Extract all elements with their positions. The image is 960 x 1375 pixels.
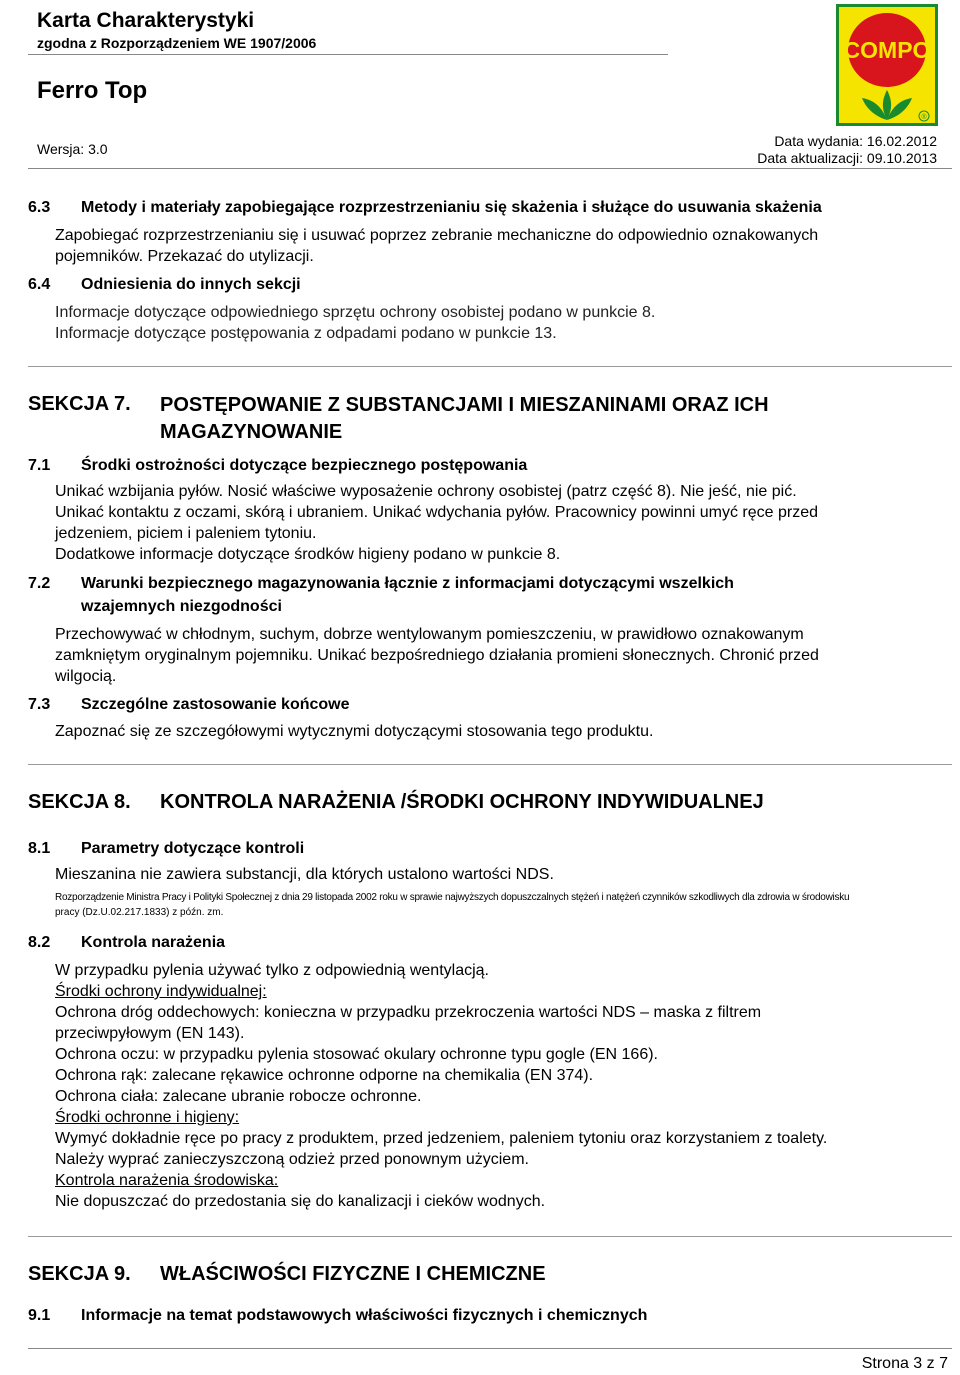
s71-line-1: Unikać wzbijania pyłów. Nosić właściwe wyposażenie ochrony osobistej (patrz część 8). Nie jeść, nie pić. xyxy=(55,483,797,500)
s82-line-5: Ochrona rąk: zalecane rękawice ochronne odporne na chemikalia (EN 374). xyxy=(55,1067,594,1084)
compo-logo xyxy=(836,4,938,126)
s82-heading-ppe: Środki ochrony indywidualnej: xyxy=(55,983,267,1000)
section-divider-8 xyxy=(28,764,952,765)
s71-line-4: Dodatkowe informacje dotyczące środków higieny podano w punkcie 8. xyxy=(55,546,561,563)
s63-number: 6.3 xyxy=(28,199,51,216)
section-7-title: POSTĘPOWANIE Z SUBSTANCJAMI I MIESZANINAMI ORAZ ICH MAGAZYNOWANIE xyxy=(160,394,769,443)
s72-line-3: wilgocią. xyxy=(55,668,117,685)
section-8-title: KONTROLA NARAŻENIA /ŚRODKI OCHRONY INDYWIDUALNEJ xyxy=(160,791,764,813)
s72-title-line-2: wzajemnych niezgodności xyxy=(81,598,282,615)
version-label: Wersja: 3.0 xyxy=(37,141,108,157)
section-8-number: SEKCJA 8. xyxy=(28,791,131,813)
s63-line-2: pojemników. Przekazać do utylizacji. xyxy=(55,248,314,265)
s72-number: 7.2 xyxy=(28,575,51,592)
s82-title: Kontrola narażenia xyxy=(81,934,226,951)
header-bottom-rule xyxy=(28,168,952,169)
s64-title: Odniesienia do innych sekcji xyxy=(81,276,301,293)
s73-number: 7.3 xyxy=(28,696,51,713)
s64-number: 6.4 xyxy=(28,276,51,293)
update-date: Data aktualizacji: 09.10.2013 xyxy=(757,150,937,166)
issue-date: Data wydania: 16.02.2012 xyxy=(774,133,937,149)
section-divider-7 xyxy=(28,366,952,367)
section-divider-9 xyxy=(28,1236,952,1237)
s91-number: 9.1 xyxy=(28,1307,51,1324)
s71-line-3: jedzeniem, piciem i paleniem tytoniu. xyxy=(55,525,317,542)
s72-line-2: zamkniętym oryginalnym pojemniku. Unikać bezpośredniego działania promieni słonecznych. Chronić przed xyxy=(55,647,819,664)
logo-wordmark: COMPO xyxy=(843,37,931,63)
page-number: Strona 3 z 7 xyxy=(861,1355,948,1372)
document-title: Karta Charakterystyki xyxy=(37,9,255,32)
section-9-title: WŁAŚCIWOŚCI FIZYCZNE I CHEMICZNE xyxy=(160,1263,546,1285)
s72-title-line-1: Warunki bezpiecznego magazynowania łącznie z informacjami dotyczącymi wszelkich xyxy=(81,575,734,592)
registered-mark: ® xyxy=(921,114,927,121)
s73-title: Szczególne zastosowanie końcowe xyxy=(81,696,350,713)
s71-number: 7.1 xyxy=(28,457,51,474)
s82-heading-environment: Kontrola narażenia środowiska: xyxy=(55,1172,279,1189)
s82-line-8: Należy wyprać zanieczyszczoną odzież przed ponownym użyciem. xyxy=(55,1151,529,1168)
s71-line-2: Unikać kontaktu z oczami, skórą i ubraniem. Unikać wdychania pyłów. Pracownicy powinni umyć ręce przed xyxy=(55,504,818,521)
s82-line-3: przeciwpyłowym (EN 143). xyxy=(55,1025,245,1042)
s82-heading-hygiene: Środki ochronne i higieny: xyxy=(55,1109,240,1126)
s81-line-1: Mieszanina nie zawiera substancji, dla których ustalono wartości NDS. xyxy=(55,866,554,883)
s82-number: 8.2 xyxy=(28,934,51,951)
s64-line-1: Informacje dotyczące odpowiedniego sprzętu ochrony osobistej podano w punkcie 8. xyxy=(55,304,656,321)
s81-regulation-note-1: Rozporządzenie Ministra Pracy i Polityki Społecznej z dnia 29 listopada 2002 roku w sprawie najwyższych dopuszczalnych stężeń i natężeń czynników szkodliwych dla zdrowia w środowisku xyxy=(55,892,850,903)
regulation-subtitle: zgodna z Rozporządzeniem WE 1907/2006 xyxy=(37,35,317,51)
s73-line-1: Zapoznać się ze szczegółowymi wytycznymi dotyczącymi stosowania tego produktu. xyxy=(55,723,654,740)
s63-line-1: Zapobiegać rozprzestrzenianiu się i usuwać poprzez zebranie mechaniczne do odpowiednio oznakowanych xyxy=(55,227,819,244)
s64-line-2: Informacje dotyczące postępowania z odpadami podano w punkcie 13. xyxy=(55,325,557,342)
s81-regulation-note-2: pracy (Dz.U.02.217.1833) z późn. zm. xyxy=(55,907,224,918)
s71-title: Środki ostrożności dotyczące bezpiecznego postępowania xyxy=(81,457,528,474)
s82-line-2: Ochrona dróg oddechowych: konieczna w przypadku przekroczenia wartości NDS – maska z filtrem xyxy=(55,1004,762,1021)
s82-line-4: Ochrona oczu: w przypadku pylenia stosować okulary ochronne typu gogle (EN 166). xyxy=(55,1046,658,1063)
s82-line-6: Ochrona ciała: zalecane ubranie robocze ochronne. xyxy=(55,1088,422,1105)
s81-number: 8.1 xyxy=(28,840,51,857)
footer-rule xyxy=(28,1348,952,1349)
section-9-number: SEKCJA 9. xyxy=(28,1263,131,1285)
s81-title: Parametry dotyczące kontroli xyxy=(81,840,305,857)
s82-line-1: W przypadku pylenia używać tylko z odpowiednią wentylacją. xyxy=(55,962,489,979)
compo-logo-graphic xyxy=(836,4,938,126)
section-7-number: SEKCJA 7. xyxy=(28,393,131,415)
s72-line-1: Przechowywać w chłodnym, suchym, dobrze wentylowanym pomieszczeniu, w prawidłowo oznakowanym xyxy=(55,626,804,643)
s82-line-9: Nie dopuszczać do przedostania się do kanalizacji i cieków wodnych. xyxy=(55,1193,546,1210)
s82-line-7: Wymyć dokładnie ręce po pracy z produktem, przed jedzeniem, paleniem tytoniu oraz korzystaniem z toalety. xyxy=(55,1130,828,1147)
s63-title: Metody i materiały zapobiegające rozprzestrzenianiu się skażenia i służące do usuwania skażenia xyxy=(81,199,822,216)
product-name: Ferro Top xyxy=(37,77,148,104)
s91-title: Informacje na temat podstawowych właściwości fizycznych i chemicznych xyxy=(81,1307,648,1324)
header-rule xyxy=(28,54,668,55)
